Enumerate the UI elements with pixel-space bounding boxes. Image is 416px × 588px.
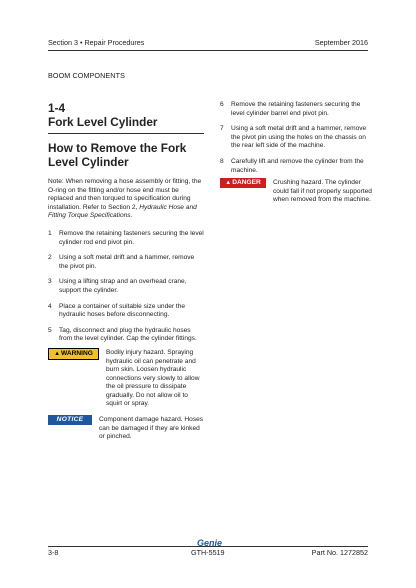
step-number: 3 <box>48 278 52 286</box>
step-text: Tag, disconnect and plug the hydraulic hoses from the level cylinder. Cap the cylinder fittings. <box>59 326 197 343</box>
step-number: 6 <box>220 101 224 108</box>
warning-callout <box>48 349 204 409</box>
section-label: BOOM COMPONENTS <box>48 71 125 80</box>
footer-rule <box>48 546 368 547</box>
danger-triangle-icon: ▲ <box>225 180 232 187</box>
step-3 <box>48 278 204 295</box>
header-section-label: Section 3 • Repair Procedures <box>48 38 145 47</box>
step-number: 1 <box>48 229 52 237</box>
step-4 <box>48 303 204 320</box>
step-1 <box>48 230 204 247</box>
step-text: Remove the retaining fasteners securing the level cylinder rod end pivot pin. <box>59 229 204 246</box>
note-paragraph <box>48 178 204 221</box>
notice-badge: NOTICE <box>48 415 92 425</box>
title-number: 1-4 <box>48 101 66 115</box>
step-text: Using a soft metal drift and a hammer, remove the pivot pin. <box>59 254 195 270</box>
title-name: Fork Level Cylinder <box>48 115 158 129</box>
note-end: . <box>130 212 133 220</box>
warning-badge <box>48 348 99 360</box>
step-text: Place a container of suitable size under the hydraulic hoses before disconnecting. <box>59 302 186 319</box>
step-number: 2 <box>48 254 52 262</box>
right-column <box>220 101 374 205</box>
step-2 <box>48 254 204 271</box>
step-number: 5 <box>48 326 52 334</box>
subtitle: How to Remove the Fork Level Cylinder <box>48 141 187 169</box>
warning-triangle-icon: ▲ <box>54 350 61 357</box>
step-5 <box>48 327 204 344</box>
note-reference: Hydraulic Hose and Fitting Torque Specifications <box>48 203 197 220</box>
part-number: Part No. 1272852 <box>311 548 368 557</box>
step-6 <box>220 101 374 118</box>
step-text: Remove the retaining fasteners securing the level cylinder barrel end pivot pin. <box>231 101 361 117</box>
danger-callout <box>220 179 374 205</box>
danger-badge-label: DANGER <box>232 179 261 187</box>
step-text: Carefully lift and remove the cylinder from the machine. <box>231 157 364 174</box>
step-text: Using a soft metal drift and a hammer, remove the pivot pin using the holes on the chassis on the rear left side of the machine. <box>231 125 367 150</box>
step-number: 7 <box>220 125 224 133</box>
title-rule <box>48 133 204 134</box>
model-number: GTH-5519 <box>191 548 225 557</box>
danger-badge <box>220 178 266 188</box>
step-number: 4 <box>48 302 52 310</box>
warning-badge-label: WARNING <box>61 349 93 357</box>
header-date: September 2016 <box>314 38 368 47</box>
notice-callout <box>48 416 204 442</box>
step-7 <box>220 125 374 151</box>
header-rule <box>48 50 368 51</box>
notice-text: Component damage hazard. Hoses can be damaged if they are kinked or pinched. <box>99 416 204 441</box>
left-column <box>48 101 204 442</box>
page-number: 3-8 <box>48 548 59 557</box>
warning-text: Bodily injury hazard. Spraying hydraulic oil can penetrate and burn skin. Loosen hydraulic connections very slowly to allow the oil pressure to dissipate gradually. Do not allow oil to squirt or spray. <box>106 348 200 408</box>
danger-text: Crushing hazard. The cylinder could fall if not properly supported when removed from the machine. <box>273 179 372 204</box>
step-text: Using a lifting strap and an overhead crane, support the cylinder. <box>59 278 187 294</box>
step-8 <box>220 158 374 175</box>
note-text: Note: When removing a hose assembly or fitting, the O-ring on the fitting and/or hose end must be replaced and then torqued to specification during installation. Refer to Section 2, <box>48 178 202 211</box>
step-number: 8 <box>220 157 224 165</box>
genie-logo: Genie <box>197 538 223 548</box>
